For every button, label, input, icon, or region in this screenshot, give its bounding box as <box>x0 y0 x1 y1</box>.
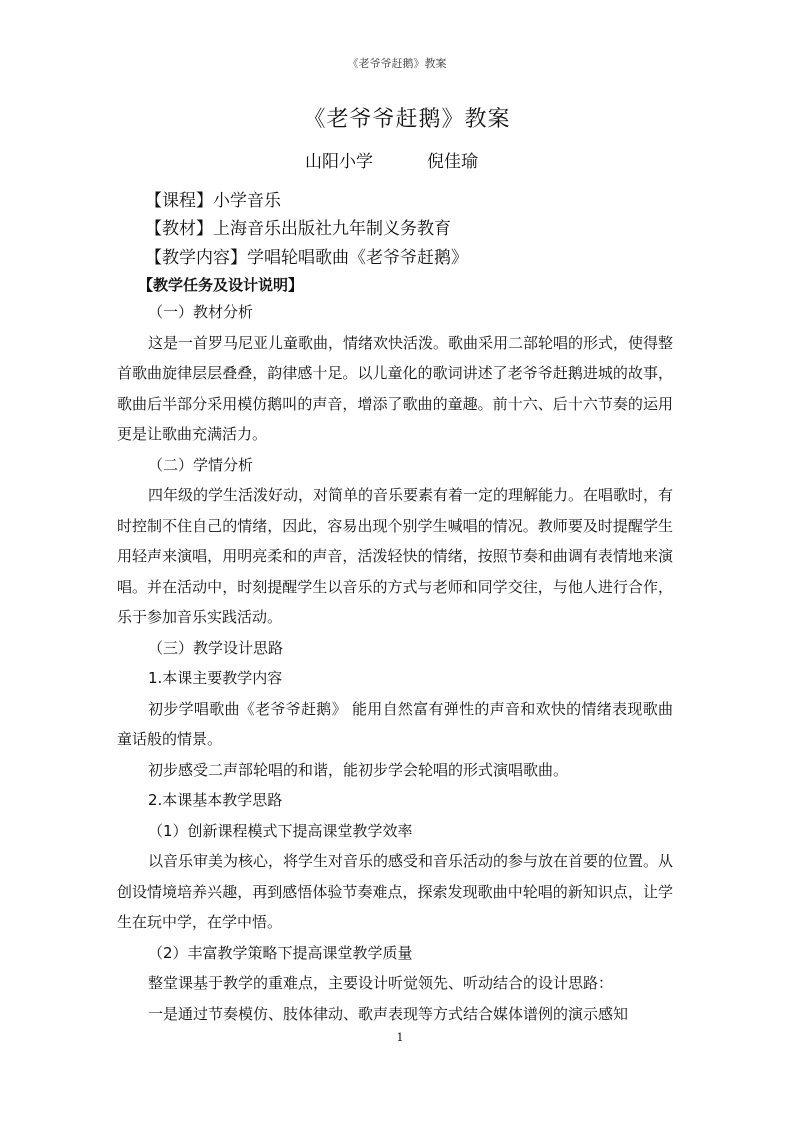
paragraph: 一是通过节奏模仿、肢体律动、歌声表现等方式结合媒体谱例的演示感知 <box>148 1004 629 1023</box>
subheading-student-analysis: （二）学情分析 <box>148 455 254 474</box>
meta-content: 【教学内容】学唱轮唱歌曲《老爷爷赶鹅》 <box>145 248 468 268</box>
page-header: 《老爷爷赶鹅》教案 <box>347 57 447 70</box>
paragraph: 初步学唱歌曲《老爷爷赶鹅》 能用自然富有弹性的声音和欢快的情绪表现歌曲童话般的情景。 <box>117 699 673 748</box>
subitem-heading: （2）丰富教学策略下提高课堂教学质量 <box>148 943 413 962</box>
paragraph: 这是一首罗马尼亚儿童歌曲，情绪欢快活泼。歌曲采用二部轮唱的形式，使得整首歌曲旋律层层叠叠，韵律感十足。以儿童化的歌词讲述了老爷爷赶鹅进城的故事，歌曲后半部分采用模仿鹅叫的声音，增添了歌曲的童趣。前十六、后十六节奏的运用更是让歌曲充满活力。 <box>117 333 674 443</box>
paragraph: 四年级的学生活泼好动，对简单的音乐要素有着一定的理解能力。在唱歌时，有时控制不住自己的情绪，因此，容易出现个别学生喊唱的情况。教师要及时提醒学生用轻声来演唱，用明亮柔和的声音，活泼轻快的情绪，按照节奏和曲调有表情地来演唱。并在活动中，时刻提醒学生以音乐的方式与老师和同学交往，与他人进行合作，乐于参加音乐实践活动。 <box>117 486 674 626</box>
subitem-heading: （1）创新课程模式下提高课堂教学效率 <box>148 821 413 840</box>
section-heading: 【教学任务及设计说明】 <box>138 276 304 294</box>
paragraph: 以音乐审美为核心，将学生对音乐的感受和音乐活动的参与放在首要的位置。从创设情境培养兴趣，再到感悟体验节奏难点，探索发现歌曲中轮唱的新知识点，让学生在玩中学，在学中悟。 <box>117 852 674 931</box>
numbered-heading: 1.本课主要教学内容 <box>148 669 283 687</box>
document-body <box>117 297 673 1029</box>
meta-course: 【课程】小学音乐 <box>145 191 281 211</box>
numbered-heading: 2.本课基本教学思路 <box>148 791 283 809</box>
meta-textbook: 【教材】上海音乐出版社九年制义务教育 <box>145 219 451 239</box>
paragraph: 初步感受二声部轮唱的和谐，能初步学会轮唱的形式演唱歌曲。 <box>148 760 569 779</box>
author-line: 山阳小学 倪佳瑜 <box>305 152 479 172</box>
document-title: 《老爷爷赶鹅》教案 <box>303 107 511 132</box>
subheading-design-approach: （三）教学设计思路 <box>148 638 284 657</box>
subheading-textbook-analysis: （一）教材分析 <box>148 303 254 321</box>
page-number: 1 <box>396 1031 404 1044</box>
paragraph: 整堂课基于教学的重难点，主要设计听觉领先、听动结合的设计思路： <box>148 974 614 992</box>
